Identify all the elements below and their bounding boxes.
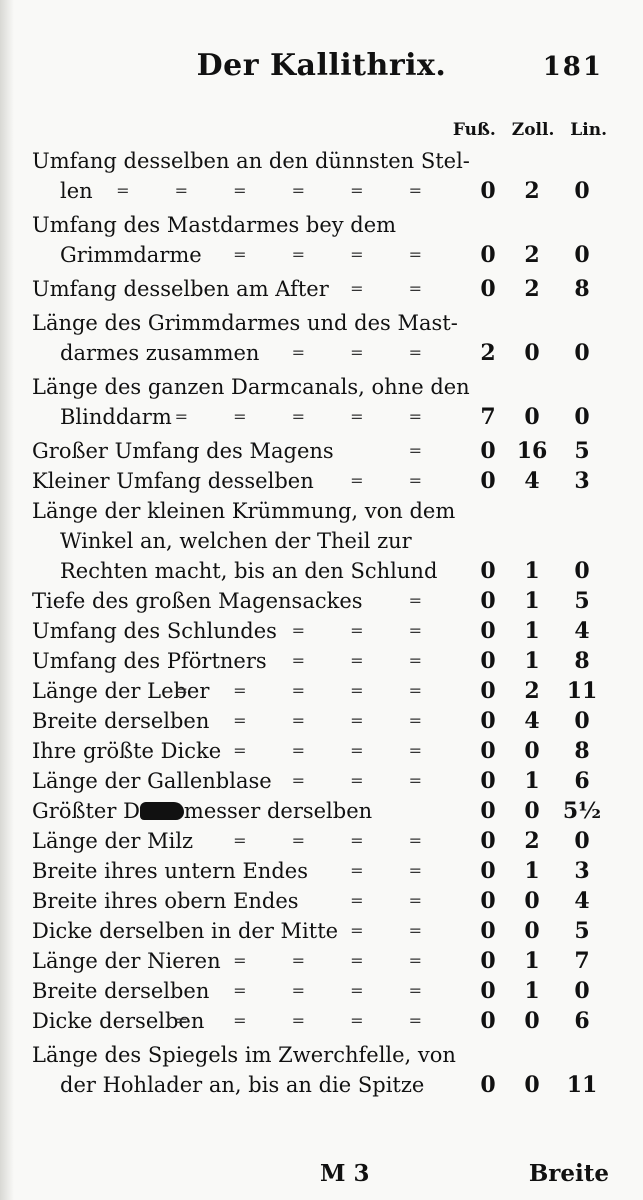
entry-label-line: Dicke derselben in der Mitte: [32, 919, 339, 943]
value-fuss: 0: [480, 588, 496, 614]
measurement-values: [468, 1006, 612, 1036]
entry-label-line: Umfang desselben am After: [32, 277, 329, 301]
measurement-entry: [32, 886, 612, 916]
entry-label-line: Ihre größte Dicke: [32, 739, 222, 763]
measurement-entry: [32, 436, 612, 466]
entry-label-line: Umfang des Pförtners: [32, 649, 267, 673]
dot-leader: = = = =: [233, 831, 442, 850]
value-fuss: 0: [480, 1008, 496, 1034]
measurement-entry: [32, 466, 612, 496]
measurement-values: [468, 766, 612, 796]
value-zoll: 0: [524, 738, 540, 764]
entry-label-line: len: [60, 179, 93, 203]
value-zoll: 4: [524, 708, 540, 734]
measurement-entry: [32, 496, 612, 586]
dot-leader: = =: [350, 279, 442, 298]
value-zoll: 0: [524, 404, 540, 430]
measurement-values: [468, 706, 612, 736]
catchword: Breite: [528, 1160, 609, 1187]
entry-label-line: Länge des Spiegels im Zwerchfelle, von: [32, 1043, 456, 1067]
dot-leader: = = = = =: [174, 407, 442, 426]
value-zoll: 1: [524, 558, 540, 584]
entry-label-line: Länge der kleinen Krümmung, von dem: [32, 499, 456, 523]
page-number: 181: [542, 52, 603, 82]
value-fuss: 2: [480, 340, 496, 366]
entry-label-line: Länge der Nieren: [32, 949, 221, 973]
value-lin: 0: [574, 978, 590, 1004]
entry-label-line: Länge der Leber: [32, 679, 210, 703]
value-zoll: 4: [524, 468, 540, 494]
measurement-values: [468, 338, 612, 368]
value-lin: 5½: [562, 798, 602, 824]
signature-mark: M 3: [320, 1160, 370, 1187]
value-zoll: 1: [524, 588, 540, 614]
measurement-entry: [32, 308, 612, 368]
value-lin: 7: [574, 948, 590, 974]
value-lin: 5: [574, 588, 590, 614]
measurement-entry: [32, 826, 612, 856]
measurement-values: [468, 826, 612, 856]
value-zoll: 0: [524, 888, 540, 914]
entry-label-line: Umfang des Mastdarmes bey dem: [32, 213, 397, 237]
entry-label-line: Großer Umfang des Magens: [32, 439, 334, 463]
entry-label-line: Breite derselben: [32, 709, 210, 733]
value-zoll: 2: [524, 242, 540, 268]
value-zoll: 0: [524, 1072, 540, 1098]
label-fragment: messer derselben: [183, 799, 373, 823]
measurement-entry: [32, 616, 612, 646]
value-fuss: 0: [480, 242, 496, 268]
value-fuss: 0: [480, 798, 496, 824]
value-lin: 3: [574, 858, 590, 884]
entry-label-line: Blinddarm: [60, 405, 172, 429]
value-zoll: 0: [524, 340, 540, 366]
value-lin: 0: [574, 178, 590, 204]
entry-label-line: Grimmdarme: [60, 243, 202, 267]
value-lin: 6: [574, 1008, 590, 1034]
value-zoll: 1: [524, 648, 540, 674]
measurement-values: [468, 556, 612, 586]
measurement-table: [32, 146, 612, 1104]
entry-label-line: Rechten macht, bis an den Schlund: [60, 559, 438, 583]
value-zoll: 1: [524, 978, 540, 1004]
value-zoll: 2: [524, 678, 540, 704]
measurement-entry: [32, 646, 612, 676]
measurement-values: [468, 176, 612, 206]
measurement-entry: [32, 372, 612, 432]
dot-leader: = = = =: [233, 981, 442, 1000]
measurement-values: [468, 436, 612, 466]
value-fuss: 0: [480, 738, 496, 764]
value-fuss: 0: [480, 678, 496, 704]
value-zoll: 1: [524, 618, 540, 644]
measurement-values: [468, 240, 612, 270]
value-zoll: 1: [524, 948, 540, 974]
measurement-entry: [32, 586, 612, 616]
value-lin: 3: [574, 468, 590, 494]
value-zoll: 0: [524, 918, 540, 944]
dot-leader: =: [408, 441, 442, 460]
entry-label-line: Kleiner Umfang desselben: [32, 469, 314, 493]
dot-leader: = = = =: [233, 711, 442, 730]
value-lin: 11: [566, 1072, 598, 1098]
measurement-values: [468, 946, 612, 976]
measurement-entry: [32, 676, 612, 706]
measurement-entry: [32, 856, 612, 886]
value-lin: 8: [574, 648, 590, 674]
measurement-values: [468, 856, 612, 886]
value-fuss: 0: [480, 558, 496, 584]
entry-label-line: der Hohlader an, bis an die Spitze: [60, 1073, 425, 1097]
dot-leader: = = =: [291, 621, 442, 640]
value-lin: 6: [574, 768, 590, 794]
entry-label-line: Länge der Gallenblase: [32, 769, 272, 793]
measurement-entry: [32, 976, 612, 1006]
measurement-entry: [32, 1040, 612, 1100]
value-fuss: 0: [480, 768, 496, 794]
measurement-values: [468, 736, 612, 766]
value-lin: 0: [574, 558, 590, 584]
measurement-values: [468, 466, 612, 496]
running-head: Der Kallithrix.: [196, 48, 447, 83]
measurement-values: [468, 274, 612, 304]
measurement-entry: [32, 946, 612, 976]
entry-label-line: Umfang des Schlundes: [32, 619, 277, 643]
measurement-values: [468, 402, 612, 432]
dot-leader: = = =: [291, 771, 442, 790]
dot-leader: =: [408, 591, 442, 610]
measurement-entry: [32, 146, 612, 206]
value-zoll: 0: [524, 798, 540, 824]
measurement-values: [468, 916, 612, 946]
unit-lin: Lin.: [570, 120, 607, 140]
value-fuss: 0: [480, 948, 496, 974]
measurement-entry: [32, 736, 612, 766]
value-zoll: 2: [524, 178, 540, 204]
value-lin: 0: [574, 828, 590, 854]
measurement-values: [468, 586, 612, 616]
measurement-entry: [32, 210, 612, 270]
value-lin: 5: [574, 438, 590, 464]
measurement-entry: [32, 274, 612, 304]
dot-leader: = = = = = =: [116, 181, 442, 200]
value-zoll: 1: [524, 858, 540, 884]
unit-fuss: Fuß.: [452, 120, 496, 140]
value-fuss: 0: [480, 438, 496, 464]
value-fuss: 0: [480, 618, 496, 644]
dot-leader: = = = = =: [174, 681, 442, 700]
value-fuss: 0: [480, 276, 496, 302]
unit-zoll: Zoll.: [511, 120, 555, 140]
value-lin: 4: [574, 888, 590, 914]
value-fuss: 0: [480, 828, 496, 854]
value-fuss: 0: [480, 708, 496, 734]
value-lin: 0: [574, 708, 590, 734]
value-fuss: 0: [480, 858, 496, 884]
dot-leader: = = = =: [233, 951, 442, 970]
entry-label-line: Umfang desselben an den dünnsten Stel-: [32, 149, 470, 173]
measurement-values: [468, 676, 612, 706]
entry-label-line: Dicke derselben: [32, 1009, 205, 1033]
measurement-values: [468, 646, 612, 676]
value-fuss: 0: [480, 648, 496, 674]
value-lin: 0: [574, 242, 590, 268]
ink-blot: [140, 802, 184, 820]
value-fuss: 0: [480, 918, 496, 944]
measurement-values: [468, 886, 612, 916]
value-fuss: 0: [480, 888, 496, 914]
value-zoll: 0: [524, 1008, 540, 1034]
dot-leader: = = =: [291, 651, 442, 670]
entry-label-line: Länge des ganzen Darmcanals, ohne den: [32, 375, 470, 399]
measurement-entry: [32, 706, 612, 736]
value-fuss: 0: [480, 468, 496, 494]
value-lin: 0: [574, 404, 590, 430]
measurement-values: [468, 616, 612, 646]
value-lin: 8: [574, 276, 590, 302]
entry-label-line: darmes zusammen: [60, 341, 260, 365]
dot-leader: = =: [350, 471, 442, 490]
measurement-entry: [32, 796, 612, 826]
value-zoll: 2: [524, 276, 540, 302]
dot-leader: = =: [350, 891, 442, 910]
label-fragment: Größter D: [32, 799, 140, 823]
entry-label-line: Winkel an, welchen der Theil zur: [60, 529, 412, 553]
value-fuss: 7: [480, 404, 496, 430]
measurement-values: [468, 1070, 612, 1100]
value-zoll: 16: [516, 438, 548, 464]
value-lin: 8: [574, 738, 590, 764]
dot-leader: = = = =: [233, 741, 442, 760]
measurement-values: [468, 976, 612, 1006]
value-zoll: 2: [524, 828, 540, 854]
value-lin: 4: [574, 618, 590, 644]
dot-leader: = = = =: [233, 245, 442, 264]
entry-label-line: Länge des Grimmdarmes und des Mast-: [32, 311, 458, 335]
entry-label-line: Länge der Milz: [32, 829, 194, 853]
measurement-values: [468, 796, 612, 826]
entry-label-line: Breite ihres untern Endes: [32, 859, 308, 883]
entry-label-line: Tiefe des großen Magensackes: [32, 589, 363, 613]
entry-label-line: Breite derselben: [32, 979, 210, 1003]
value-lin: 0: [574, 340, 590, 366]
entry-label-line: Breite ihres obern Endes: [32, 889, 299, 913]
measurement-entry: [32, 766, 612, 796]
dot-leader: = =: [350, 861, 442, 880]
dot-leader: = = =: [291, 343, 442, 362]
dot-leader: = =: [350, 921, 442, 940]
measurement-entry: [32, 1006, 612, 1036]
value-lin: 5: [574, 918, 590, 944]
value-fuss: 0: [480, 178, 496, 204]
measurement-entry: [32, 916, 612, 946]
value-zoll: 1: [524, 768, 540, 794]
dot-leader: = = = = =: [174, 1011, 442, 1030]
value-fuss: 0: [480, 1072, 496, 1098]
value-lin: 11: [566, 678, 598, 704]
value-fuss: 0: [480, 978, 496, 1004]
units-header: [443, 120, 607, 140]
